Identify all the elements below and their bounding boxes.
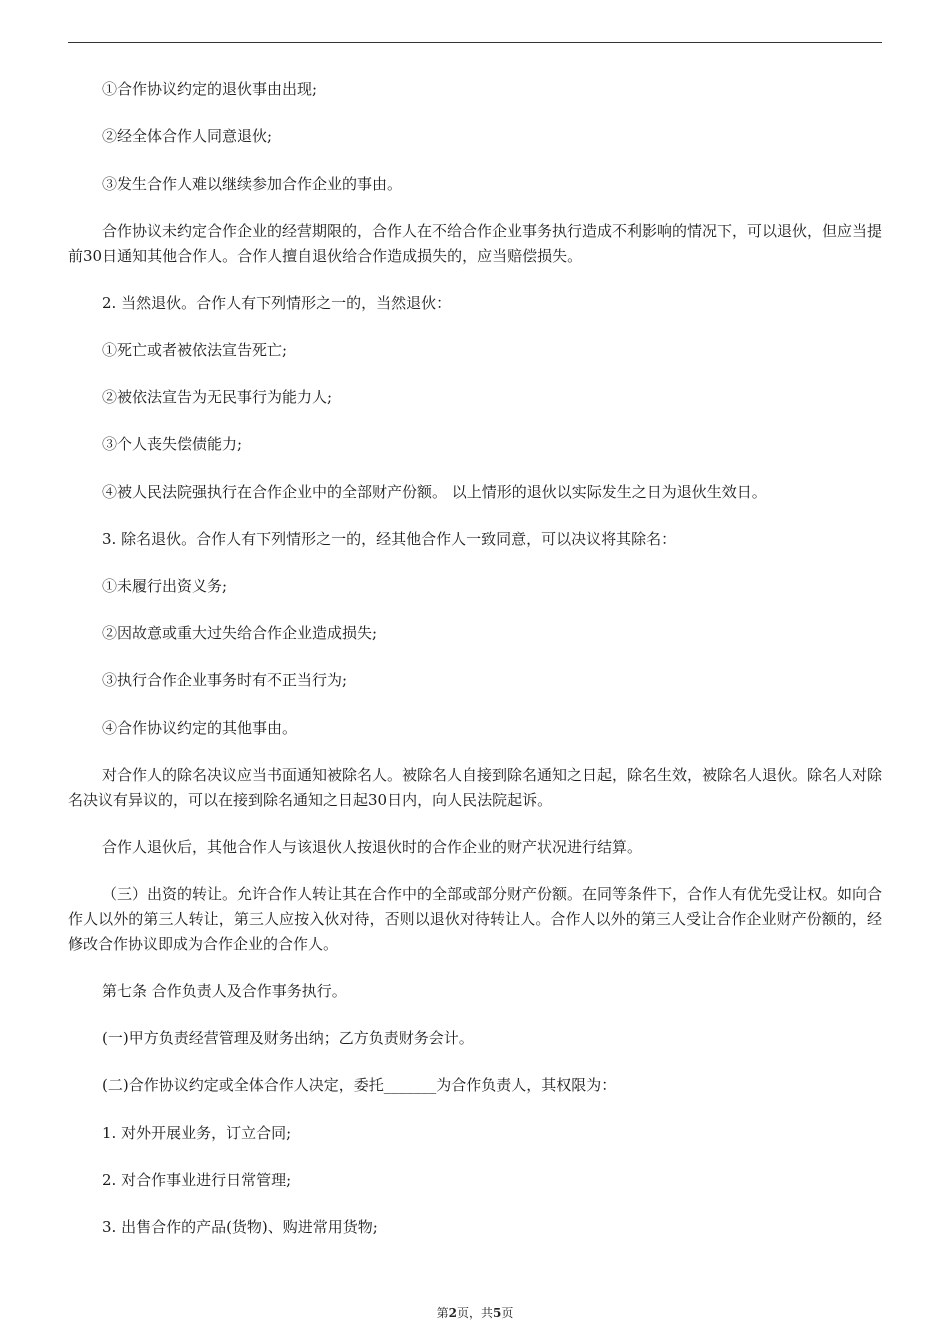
paragraph: 2. 当然退伙。合作人有下列情形之一的，当然退伙： (102, 294, 452, 312)
paragraph: ③个人丧失偿债能力; (102, 435, 243, 453)
paragraph: (二)合作协议约定或全体合作人决定，委托_______为合作负责人，其权限为： (102, 1076, 617, 1094)
paragraph: ③执行合作企业事务时有不正当行为; (102, 671, 348, 689)
current-page-number: 2 (448, 1306, 457, 1320)
paragraph: ④合作协议约定的其他事由。 (102, 719, 298, 737)
paragraph: ①死亡或者被依法宣告死亡; (102, 341, 288, 359)
paragraph: 合作人退伙后，其他合作人与该退伙人按退伙时的合作企业的财产状况进行结算。 (102, 838, 643, 856)
total-pages-number: 5 (493, 1306, 502, 1320)
footer-middle: 页，共 (456, 1306, 493, 1320)
paragraph: ②被依法宣告为无民事行为能力人; (102, 388, 333, 406)
paragraph: ①未履行出资义务; (102, 577, 228, 595)
article-heading: 第七条 合作负责人及合作事务执行。 (102, 982, 347, 1000)
footer-prefix: 第 (436, 1306, 449, 1320)
paragraph: 2. 对合作事业进行日常管理; (102, 1171, 292, 1189)
paragraph: ④被人民法院强执行在合作企业中的全部财产份额。 以上情形的退伙以实际发生之日为退伙生效日。 (102, 483, 767, 501)
paragraph: 合作协议未约定合作企业的经营期限的，合作人在不给合作企业事务执行造成不利影响的情况下，可以退伙，但应当提前30日通知其他合作人。合作人擅自退伙给合作造成损失的，应当赔偿损失。 (68, 222, 883, 265)
header-rule (68, 42, 882, 43)
paragraph: (一)甲方负责经营管理及财务出纳；乙方负责财务会计。 (102, 1029, 474, 1047)
paragraph: 对合作人的除名决议应当书面通知被除名人。被除名人自接到除名通知之日起，除名生效，被除名人退伙。除名人对除名决议有异议的，可以在接到除名通知之日起30日内，向人民法院起诉。 (68, 766, 883, 809)
paragraph: ①合作协议约定的退伙事由出现; (102, 80, 318, 98)
paragraph: ②经全体合作人同意退伙; (102, 127, 273, 145)
page-number-footer (0, 1305, 950, 1321)
paragraph: ③发生合作人难以继续参加合作企业的事由。 (102, 175, 403, 193)
paragraph: 3. 出售合作的产品(货物)、购进常用货物; (102, 1218, 378, 1236)
paragraph: （三）出资的转让。允许合作人转让其在合作中的全部或部分财产份额。在同等条件下，合作人有优先受让权。如向合作人以外的第三人转让，第三人应按入伙对待，否则以退伙对待转让人。合作人以外的第三人受让合作企业财产份额的，经修改合作协议即成为合作企业的合作人。 (68, 885, 883, 953)
footer-suffix: 页 (501, 1306, 514, 1320)
paragraph: 3. 除名退伙。合作人有下列情形之一的，经其他合作人一致同意，可以决议将其除名： (102, 530, 677, 548)
paragraph: ②因故意或重大过失给合作企业造成损失; (102, 624, 378, 642)
paragraph: 1. 对外开展业务，订立合同; (102, 1124, 292, 1142)
